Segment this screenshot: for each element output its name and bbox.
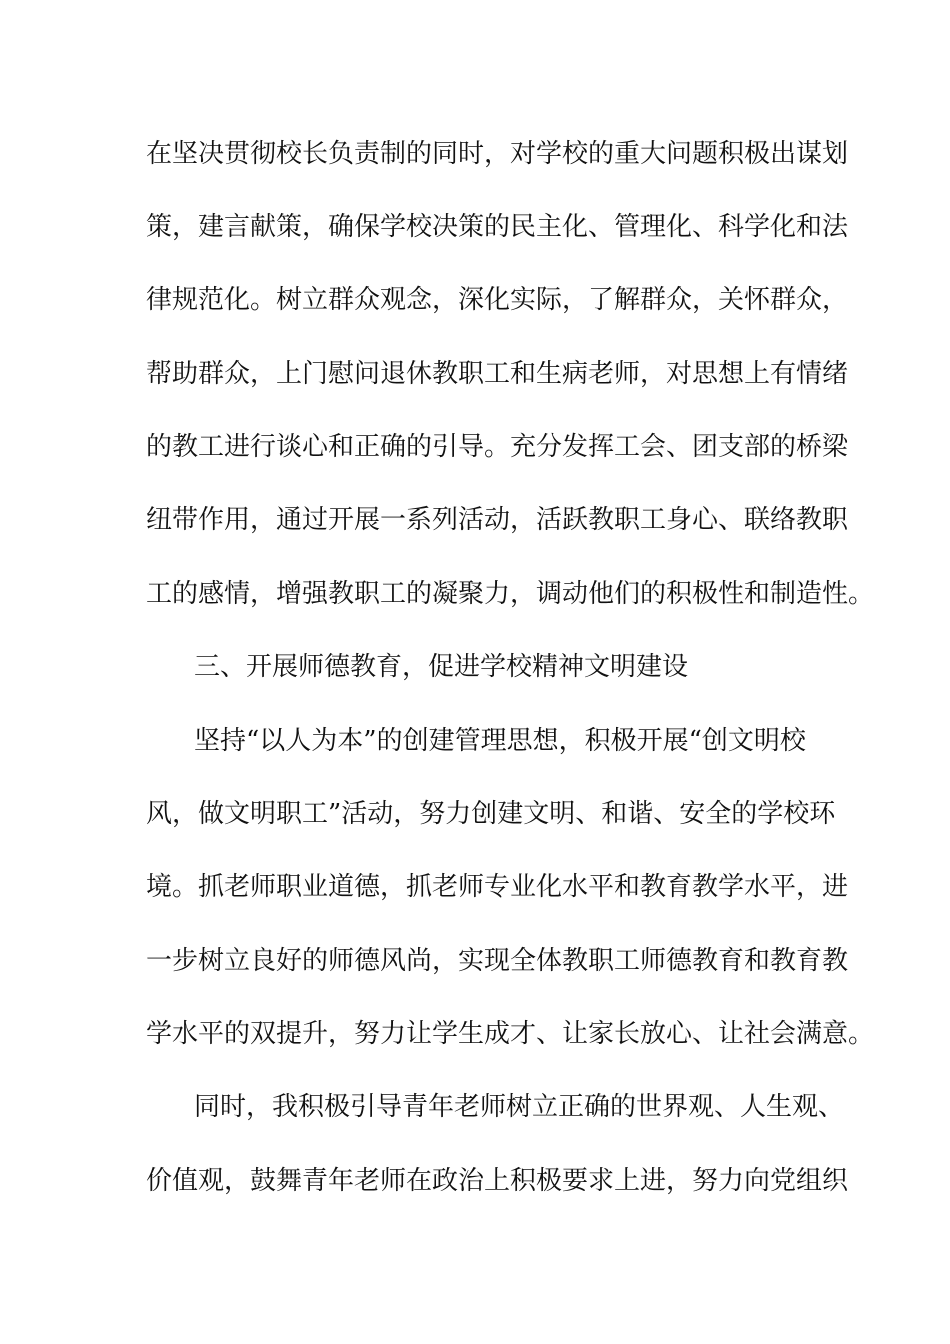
text-line: 价值观，鼓舞青年老师在政治上积极要求上进，努力向党组织 [146, 1166, 849, 1196]
text-line: 一步树立良好的师德风尚，实现全体教职工师德教育和教育教 [146, 946, 849, 976]
text-line: 帮助群众，上门慰问退休教职工和生病老师，对思想上有情绪 [146, 359, 849, 389]
paragraph-first-line: 坚持“以人为本”的创建管理思想，积极开展“创文明校 [194, 726, 806, 756]
text-line: 风，做文明职工”活动，努力创建文明、和谐、安全的学校环 [146, 799, 836, 829]
text-line: 策，建言献策，确保学校决策的民主化、管理化、科学化和法 [146, 212, 849, 242]
text-line: 境。抓老师职业道德，抓老师专业化水平和教育教学水平，进 [146, 872, 849, 902]
text-line: 学水平的双提升，努力让学生成才、让家长放心、让社会满意。 [146, 1019, 875, 1049]
text-line: 纽带作用，通过开展一系列活动，活跃教职工身心、联络教职 [146, 505, 849, 535]
text-line: 律规范化。树立群众观念，深化实际，了解群众，关怀群众， [146, 285, 849, 315]
section-heading: 三、开展师德教育，促进学校精神文明建设 [194, 652, 689, 682]
text-line: 在坚决贯彻校长负责制的同时，对学校的重大问题积极出谋划 [146, 139, 849, 169]
text-line: 的教工进行谈心和正确的引导。充分发挥工会、团支部的桥梁 [146, 432, 849, 462]
text-line: 工的感情，增强教职工的凝聚力，调动他们的积极性和制造性。 [146, 579, 875, 609]
paragraph-first-line: 同时，我积极引导青年老师树立正确的世界观、人生观、 [194, 1092, 845, 1122]
